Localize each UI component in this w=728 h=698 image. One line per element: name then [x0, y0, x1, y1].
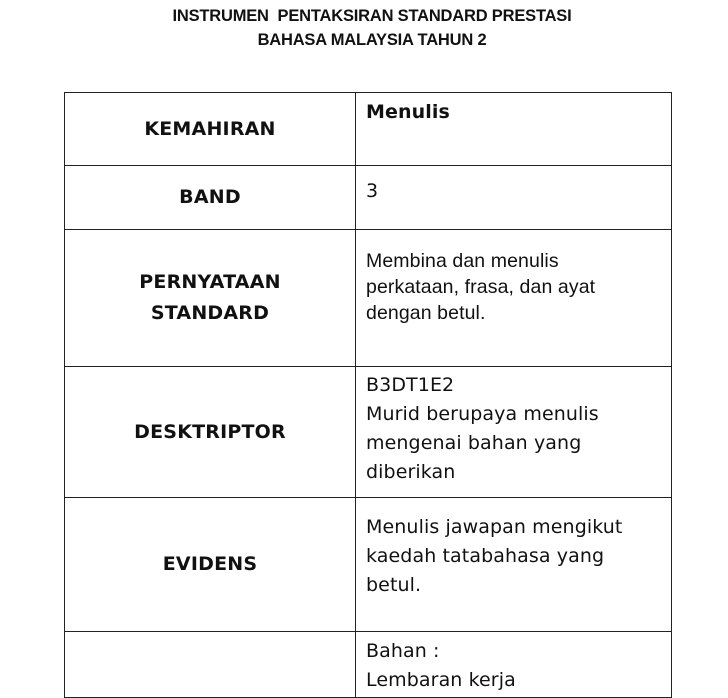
value-bahan — [356, 632, 672, 698]
deskriptor-text-line: Murid berupaya menulis — [366, 403, 599, 425]
evidens-text-line: betul. — [366, 574, 422, 596]
label-evidens: EVIDENS — [65, 498, 356, 632]
value-band: 3 — [356, 166, 672, 230]
label-pernyataan-line-2: STANDARD — [150, 302, 270, 324]
table-row-kemahiran — [65, 93, 672, 166]
assessment-table — [64, 92, 672, 698]
bahan-text-line: Lembaran kerja — [366, 669, 516, 691]
label-kemahiran: KEMAHIRAN — [65, 93, 356, 166]
document-title-line-1: INSTRUMEN PENTAKSIRAN STANDARD PRESTASI — [172, 7, 572, 25]
value-evidens — [356, 498, 672, 632]
deskriptor-text-line: mengenai bahan yang — [366, 432, 582, 454]
table-row-bahan — [65, 632, 672, 698]
table-row-pernyataan-standard — [65, 230, 672, 367]
deskriptor-text-line: diberikan — [366, 461, 456, 483]
value-deskriptor — [356, 367, 672, 498]
value-kemahiran: Menulis — [356, 93, 672, 166]
deskriptor-code: B3DT1E2 — [366, 374, 455, 396]
label-pernyataan-line-1: PERNYATAAN — [139, 271, 281, 293]
evidens-text-line: Menulis jawapan mengikut — [366, 516, 623, 538]
table-row-band — [65, 166, 672, 230]
evidens-text-line: kaedah tatabahasa yang — [366, 545, 605, 567]
pernyataan-text-line: perkataan, frasa, dan ayat — [366, 276, 596, 298]
bahan-text-line: Bahan : — [366, 640, 440, 662]
pernyataan-text-line: dengan betul. — [366, 302, 486, 324]
label-deskriptor: DESKTRIPTOR — [65, 367, 356, 498]
label-band: BAND — [65, 166, 356, 230]
value-pernyataan-standard — [356, 230, 672, 367]
document-title-line-2: BAHASA MALAYSIA TAHUN 2 — [257, 31, 487, 49]
table-row-evidens — [65, 498, 672, 632]
pernyataan-text-line: Membina dan menulis — [366, 250, 559, 272]
label-bahan — [65, 632, 356, 698]
table-row-deskriptor — [65, 367, 672, 498]
label-pernyataan-standard — [65, 230, 356, 367]
